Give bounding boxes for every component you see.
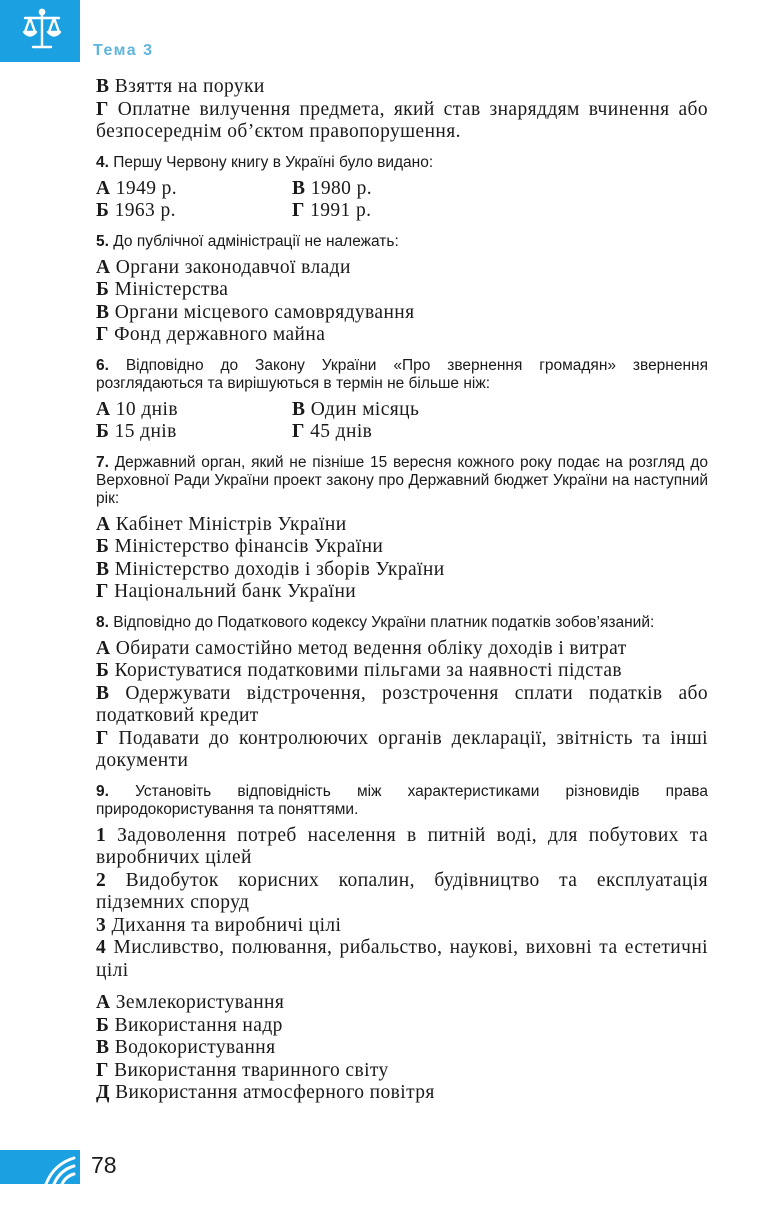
question-7-options bbox=[96, 514, 708, 604]
header-badge bbox=[0, 0, 80, 62]
option: Г Національний банк України bbox=[96, 581, 357, 602]
option: В Міністерство доходів і зборів України bbox=[96, 558, 445, 580]
option: Б Користуватися податковими пільгами за наявності підстав bbox=[96, 660, 622, 681]
question-7: 7. Державний орган, який не пізніше 15 вересня кожного року подає на розгляд до Верховної Ради України проект закону про Державний бюджет України на наступний рік: bbox=[96, 453, 708, 507]
option: А Землекористування bbox=[96, 992, 285, 1013]
option: А 10 днів bbox=[96, 398, 178, 420]
question-6-options bbox=[96, 399, 708, 444]
option: А Органи законодавчої влади bbox=[96, 256, 351, 278]
topic-heading: Тема 3 bbox=[93, 42, 154, 59]
option-v: В Взяття на поруки bbox=[96, 76, 265, 97]
match-item: 4 Мисливство, полювання, рибальство, наукові, виховні та естетичні цілі bbox=[96, 937, 708, 981]
question-5: 5. До публічної адміністрації не належать: bbox=[96, 232, 399, 250]
question-5-options bbox=[96, 257, 708, 347]
option: В Один місяць bbox=[292, 398, 420, 420]
option: В Органи місцевого самоврядування bbox=[96, 301, 415, 323]
option: Г Використання тваринного світу bbox=[96, 1059, 389, 1081]
question-8-options bbox=[96, 638, 708, 773]
footer-badge bbox=[0, 1150, 80, 1184]
option: Г 45 днів bbox=[292, 421, 373, 442]
option: Б Міністерства bbox=[96, 279, 229, 300]
question-9-items bbox=[96, 825, 708, 983]
scales-icon bbox=[22, 8, 62, 54]
match-item: 2 Видобуток корисних копалин, будівництво та експлуатація підземних споруд bbox=[96, 869, 708, 913]
page-number: 78 bbox=[91, 1152, 117, 1178]
option: В Водокористування bbox=[96, 1037, 276, 1058]
question-4: 4. Першу Червону книгу в Україні було видано: bbox=[96, 153, 434, 171]
option: Д Використання атмосферного повітря bbox=[96, 1082, 435, 1103]
signal-waves-icon bbox=[40, 1150, 80, 1184]
match-item: 1 Задоволення потреб населення в питній воді, для побутових та виробничих цілей bbox=[96, 824, 708, 868]
question-9: 9. Установіть відповідність між характеристиками різновидів права природокористування та поняттями. bbox=[96, 782, 708, 818]
option: Б Міністерство фінансів України bbox=[96, 536, 384, 557]
option: Г Фонд державного майна bbox=[96, 324, 326, 345]
option: А 1949 р. bbox=[96, 177, 178, 199]
match-item: 3 Дихання та виробничі цілі bbox=[96, 914, 342, 936]
option: Б Використання надр bbox=[96, 1014, 283, 1036]
option: Г Подавати до контролюючих органів декларації, звітність та інші документи bbox=[96, 727, 709, 771]
question-8: 8. Відповідно до Податкового кодексу України платник податків зобов’язаний: bbox=[96, 613, 655, 631]
option: В 1980 р. bbox=[292, 177, 373, 199]
option-g: Г Оплатне вилучення предмета, який став знаряддям вчинення або безпосереднім об’єктом правопорушення. bbox=[96, 98, 709, 142]
question-4-options bbox=[96, 178, 708, 223]
option: Г 1991 р. bbox=[292, 200, 372, 221]
option: Б 15 днів bbox=[96, 421, 177, 442]
question-6: 6. Відповідно до Закону України «Про звернення громадян» звернення розглядаються та вирішуються в термін не більше ніж: bbox=[96, 356, 708, 392]
option: Б 1963 р. bbox=[96, 200, 176, 221]
option: А Обирати самостійно метод ведення обліку доходів і витрат bbox=[96, 637, 627, 659]
page-content bbox=[96, 76, 708, 1105]
option: А Кабінет Міністрів України bbox=[96, 513, 347, 535]
continued-options bbox=[96, 76, 708, 144]
option: В Одержувати відстрочення, розстрочення сплати податків або податковий кредит bbox=[96, 682, 708, 726]
question-9-options bbox=[96, 992, 708, 1105]
